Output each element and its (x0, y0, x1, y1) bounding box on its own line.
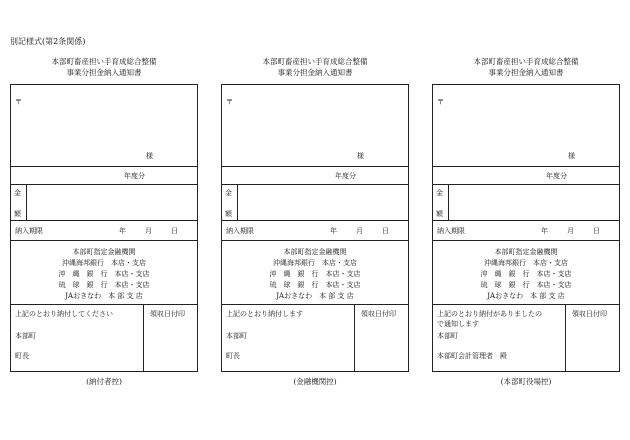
amount-char-1: 金 (225, 189, 232, 197)
bank-heading: 本部町指定金融機関 (283, 248, 347, 256)
official-line: 町長 (226, 352, 240, 360)
municipality-line: 本部町 (437, 332, 458, 340)
bank-item: 琉 球 銀 行 本店・支店 (58, 281, 150, 289)
fiscal-year-label: 年度分 (335, 172, 356, 180)
fiscal-year-row (11, 167, 197, 185)
bank-item: 沖縄海邦銀行 本店・支店 (273, 259, 357, 267)
bank-list (11, 247, 197, 302)
municipality-line: 本部町 (226, 332, 247, 340)
deadline-month: 月 (567, 227, 574, 235)
bank-list (222, 247, 408, 302)
deadline-label: 納入期限 (15, 227, 43, 235)
amount-char-2: 額 (14, 210, 21, 218)
amount-label-cell (11, 185, 27, 220)
fiscal-year-label: 年度分 (546, 172, 567, 180)
address-section (11, 85, 197, 167)
bank-item: 琉 球 銀 行 本店・支店 (269, 281, 361, 289)
amount-char-2: 額 (436, 210, 443, 218)
deadline-year: 年 (541, 227, 548, 235)
deadline-month: 月 (356, 227, 363, 235)
deadline-year: 年 (119, 227, 126, 235)
deadline-day: 日 (171, 227, 178, 235)
slip-title-line2: 事業分担金納入通知書 (488, 68, 564, 77)
receipt-section (222, 305, 408, 371)
bank-heading: 本部町指定金融機関 (72, 248, 136, 256)
deadline-month: 月 (145, 227, 152, 235)
amount-char-1: 金 (14, 189, 21, 197)
honorific: 様 (357, 152, 364, 160)
slip-title (9, 56, 199, 78)
slip-title-line1: 本部町畜産担い手育成総合整備 (262, 57, 368, 66)
bank-item: 沖縄海邦銀行 本店・支店 (484, 259, 568, 267)
slip-title-line2: 事業分担金納入通知書 (277, 68, 353, 77)
bank-item: 沖 縄 銀 行 本店・支店 (269, 270, 361, 278)
bank-item: JAおきなわ 本 部 支 店 (487, 292, 565, 300)
receipt-text-1: 上記のとおり納付がありましたの (437, 310, 542, 318)
copy-label: (本部町役場控) (500, 377, 552, 386)
receipt-stamp-box (354, 305, 408, 371)
receipt-text-1: 上記のとおり納付します (226, 310, 303, 318)
deadline-row (222, 221, 408, 241)
copy-label: (納付者控) (86, 377, 122, 386)
payment-slip (10, 84, 198, 372)
stamp-label: 領収日付印 (150, 310, 185, 318)
stamp-label: 領収日付印 (361, 310, 396, 318)
amount-char-1: 金 (436, 189, 443, 197)
slip-title-line1: 本部町畜産担い手育成総合整備 (51, 57, 157, 66)
bank-item: 沖縄海邦銀行 本店・支店 (62, 259, 146, 267)
receipt-section (11, 305, 197, 371)
deadline-row (433, 221, 619, 241)
postal-mark: 〒 (437, 98, 444, 106)
bank-section (222, 241, 408, 305)
postal-mark: 〒 (226, 98, 233, 106)
amount-char-2: 額 (225, 210, 232, 218)
form-label: 別記様式(第2条関係) (10, 37, 86, 46)
receipt-section (433, 305, 619, 371)
payment-slip (221, 84, 409, 372)
bank-item: JAおきなわ 本 部 支 店 (276, 292, 354, 300)
stamp-label: 領収日付印 (572, 310, 607, 318)
honorific: 様 (568, 152, 575, 160)
fiscal-year-label: 年度分 (124, 172, 145, 180)
slip-title (220, 56, 410, 78)
bank-item: 沖 縄 銀 行 本店・支店 (480, 270, 572, 278)
amount-label-cell (433, 185, 449, 220)
receipt-stamp-box (143, 305, 197, 371)
payment-slip (432, 84, 620, 372)
address-section (222, 85, 408, 167)
honorific: 様 (146, 152, 153, 160)
bank-section (11, 241, 197, 305)
deadline-day: 日 (593, 227, 600, 235)
amount-label-cell (222, 185, 238, 220)
copy-label: (金融機関控) (293, 377, 337, 386)
slip-title-line2: 事業分担金納入通知書 (66, 68, 142, 77)
postal-mark: 〒 (15, 98, 22, 106)
deadline-label: 納入期限 (226, 227, 254, 235)
fiscal-year-row (433, 167, 619, 185)
amount-row (11, 185, 197, 221)
official-line: 本部町会計管理者 殿 (437, 352, 507, 360)
receipt-text-2: で通知します (437, 320, 479, 328)
municipality-line: 本部町 (15, 332, 36, 340)
official-line: 町長 (15, 352, 29, 360)
bank-item: 琉 球 銀 行 本店・支店 (480, 281, 572, 289)
bank-heading: 本部町指定金融機関 (494, 248, 558, 256)
deadline-row (11, 221, 197, 241)
deadline-day: 日 (382, 227, 389, 235)
slip-title (431, 56, 621, 78)
address-section (433, 85, 619, 167)
bank-list (433, 247, 619, 302)
deadline-label: 納入期限 (437, 227, 465, 235)
receipt-stamp-box (565, 305, 619, 371)
receipt-text-1: 上記のとおり納付してください (15, 310, 113, 318)
fiscal-year-row (222, 167, 408, 185)
bank-item: JAおきなわ 本 部 支 店 (65, 292, 143, 300)
amount-row (433, 185, 619, 221)
bank-item: 沖 縄 銀 行 本店・支店 (58, 270, 150, 278)
bank-section (433, 241, 619, 305)
amount-row (222, 185, 408, 221)
deadline-year: 年 (330, 227, 337, 235)
slip-title-line1: 本部町畜産担い手育成総合整備 (473, 57, 579, 66)
